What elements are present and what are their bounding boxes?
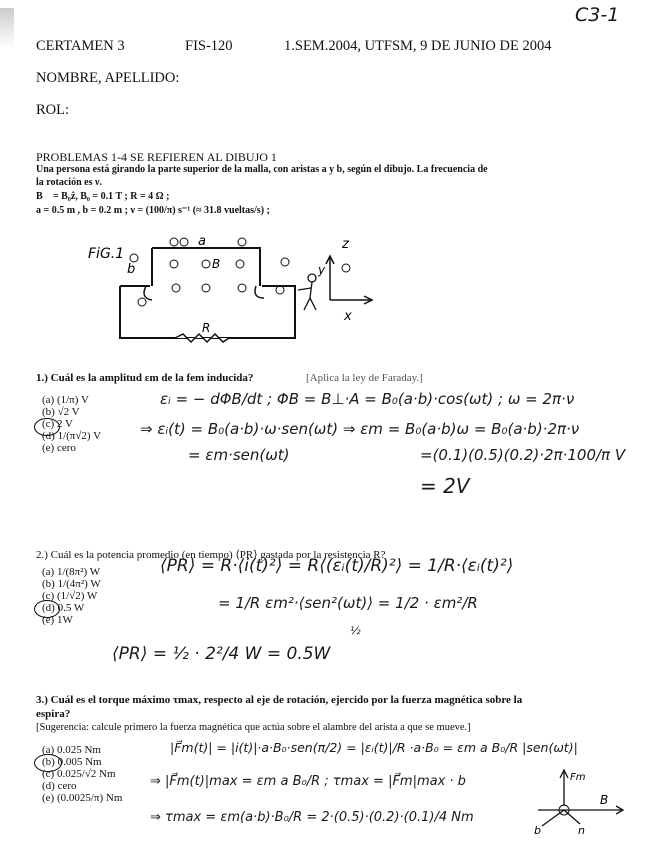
q2-option-d[interactable]: (d) 0.5 W — [42, 602, 85, 614]
q2-work-1: ⟨PR⟩ = R·⟨i(t)²⟩ = R⟨(εᵢ(t)/R)²⟩ = 1/R·⟨εᵢ(t)²⟩ — [160, 556, 514, 576]
course-code: FIS-120 — [185, 38, 233, 54]
label-x: x — [344, 309, 352, 324]
name-label: NOMBRE, APELLIDO: — [36, 70, 180, 86]
force-diagram — [528, 766, 638, 836]
q3-option-a[interactable]: (a) 0.025 Nm — [42, 744, 101, 756]
q1-work-3: = εm·sen(ωt) — [188, 446, 290, 464]
q2-work-4: ⟨PR⟩ = ½ · 2²/4 W = 0.5W — [112, 644, 331, 664]
q2-work-2: = 1/R εm²·⟨sen²(ωt)⟩ = 1/2 · εm²/R — [218, 594, 478, 612]
corner-mark: C3-1 — [575, 4, 620, 26]
diag-label-b: b — [534, 824, 541, 836]
label-R: R — [202, 321, 211, 335]
q1-option-c[interactable]: (c) 2 V — [42, 418, 73, 430]
q2-answer-circle — [34, 600, 60, 618]
q2-option-a[interactable]: (a) 1/(8π²) W — [42, 566, 101, 578]
q1-answer-circle — [34, 418, 60, 436]
label-z: z — [342, 237, 349, 252]
q1-hint: [Aplica la ley de Faraday.] — [306, 372, 423, 384]
q3-question-1: 3.) Cuál es el torque máximo τmax, respecto al eje de rotación, ejercido por la fuerza magnética sobre la — [36, 694, 523, 706]
q3-answer-circle — [34, 754, 62, 772]
q3-work-2: ⇒ |F⃗m(t)|max = εm a B₀/R ; τmax = |F⃗m|max · b — [150, 774, 466, 789]
label-a: a — [198, 234, 206, 249]
label-B-field: B — [212, 257, 221, 271]
diag-label-F: Fm — [570, 772, 586, 783]
q1-option-b[interactable]: (b) √2 V — [42, 406, 80, 418]
figure-1 — [80, 228, 380, 358]
q1-option-e[interactable]: (e) cero — [42, 442, 76, 454]
q1-option-d[interactable]: (d) 1/(π√2) V — [42, 430, 102, 442]
q3-option-b[interactable]: (b) 0.005 Nm — [42, 756, 102, 768]
diag-label-B: B — [600, 793, 609, 807]
q2-work-3: ½ — [350, 624, 361, 637]
diag-label-n: n — [578, 824, 585, 836]
person-figure — [298, 274, 316, 310]
axes — [326, 256, 372, 304]
q3-hint: [Sugerencia: calcule primero la fuerza magnética que actúa sobre el alambre del arista a que se mueve.] — [36, 722, 471, 733]
q1-work-2: ⇒ εᵢ(t) = B₀(a·b)·ω·sen(ωt) ⇒ εm = B₀(a·b)ω = B₀(a·b)·2π·ν — [140, 420, 580, 438]
q2-question: 2.) Cuál es la potencia promedio (en tiempo) ⟨PR⟩ gastada por la resistencia R? — [36, 549, 386, 561]
intro-line-4: a = 0.5 m , b = 0.2 m ; ν = (100/π) s⁻¹ (≈ 31.8 vueltas/s) ; — [36, 205, 270, 216]
exam-title: CERTAMEN 3 — [36, 38, 125, 54]
label-y: y — [318, 263, 326, 277]
intro-line-2: la rotación es ν. — [36, 177, 102, 188]
problems-title: PROBLEMAS 1-4 SE REFIEREN AL DIBUJO 1 — [36, 150, 277, 164]
q2-option-b[interactable]: (b) 1/(4π²) W — [42, 578, 101, 590]
q1-work-1: εᵢ = − dΦB/dt ; ΦB = B⊥·A = B₀(a·b)·cos(ωt) ; ω = 2π·ν — [160, 390, 575, 408]
q1-work-5: = 2V — [420, 474, 470, 498]
exam-date: 1.SEM.2004, UTFSM, 9 DE JUNIO DE 2004 — [284, 38, 552, 54]
q1-work-4: =(0.1)(0.5)(0.2)·2π·100/π V — [420, 446, 626, 464]
q3-options — [42, 744, 122, 804]
label-b: b — [127, 262, 136, 277]
q1-question: 1.) Cuál es la amplitud εm de la fem inducida? — [36, 372, 254, 384]
q3-option-c[interactable]: (c) 0.025/√2 Nm — [42, 768, 116, 780]
q2-option-c[interactable]: (c) (1/√2) W — [42, 590, 98, 602]
rol-label: ROL: — [36, 102, 70, 118]
intro-line-3: B⃗ = B₀ẑ, B₀ = 0.1 T ; R = 4 Ω ; — [36, 191, 170, 202]
q2-option-e[interactable]: (e) 1W — [42, 614, 73, 626]
q3-work-3: ⇒ τmax = εm(a·b)·B₀/R = 2·(0.5)·(0.2)·(0.1)/4 Nm — [150, 810, 474, 825]
scan-edge — [0, 8, 14, 48]
q3-option-e[interactable]: (e) (0.0025/π) Nm — [42, 792, 123, 804]
q3-work-1: |F⃗m(t)| = |i(t)|·a·B₀·sen(π/2) = |εᵢ(t)|/R ·a·B₀ = εm a B₀/R |sen(ωt)| — [170, 740, 578, 755]
q3-option-d[interactable]: (d) cero — [42, 780, 77, 792]
q3-question-2: espira? — [36, 708, 71, 720]
intro-line-1: Una persona está girando la parte superior de la malla, con aristas a y b, según el dibujo. La frecuencia de — [36, 164, 488, 175]
q1-option-a[interactable]: (a) (1/π) V — [42, 394, 89, 406]
figure-label: FiG.1 — [88, 246, 125, 262]
